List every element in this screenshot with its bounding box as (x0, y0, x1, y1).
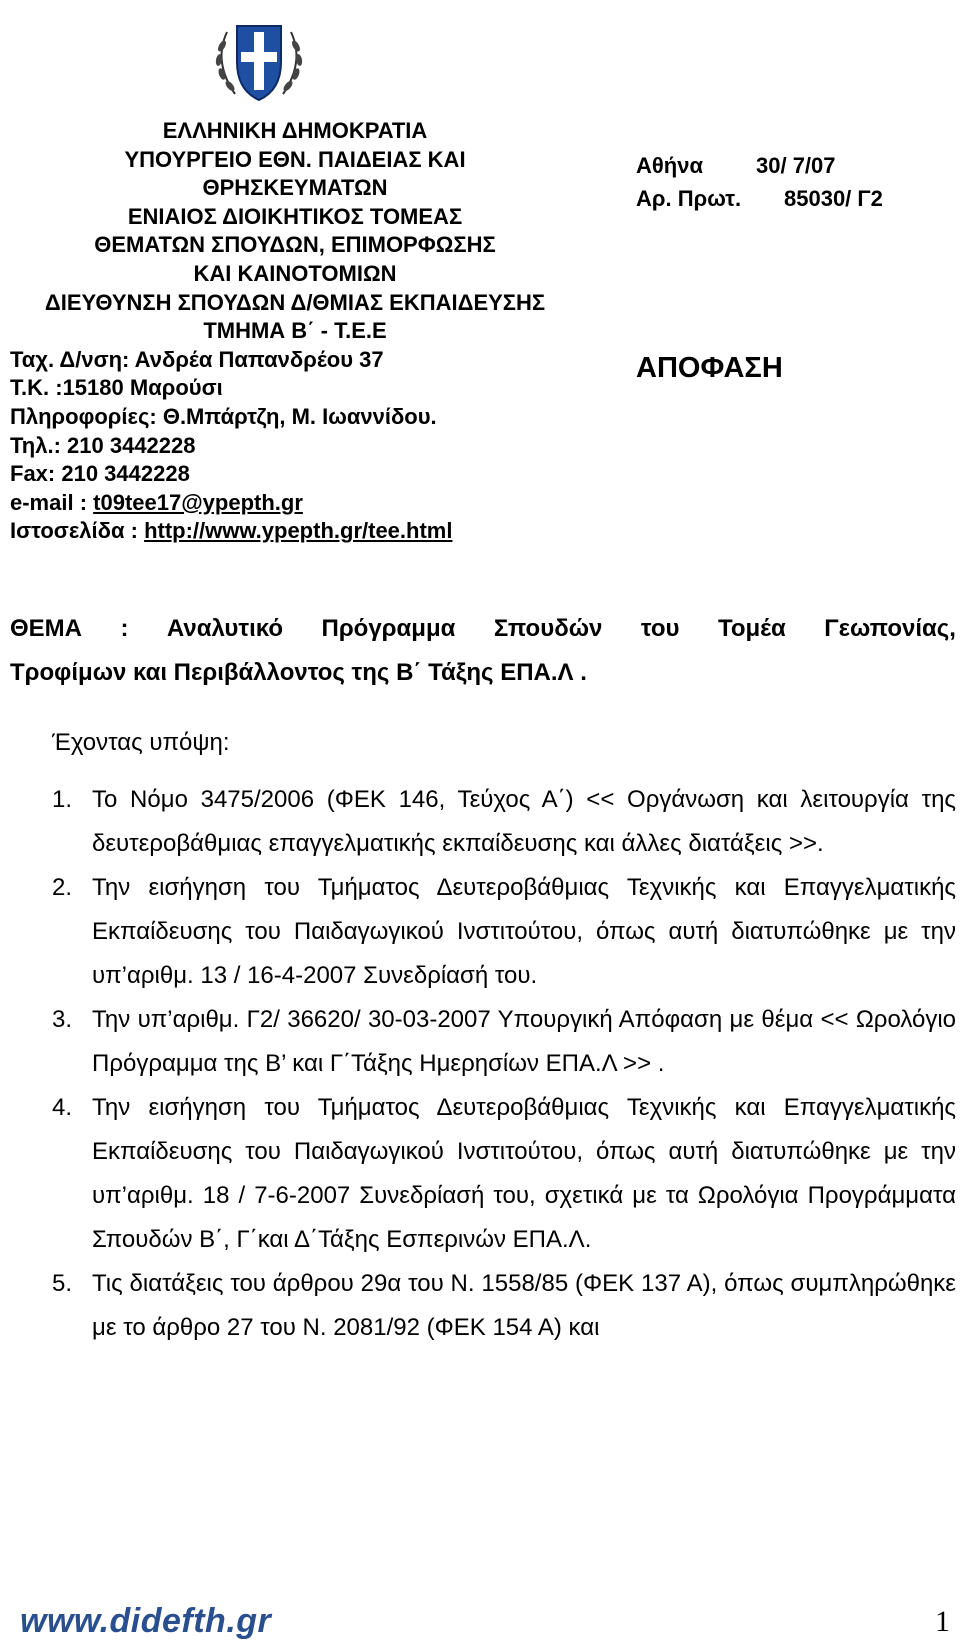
website-link[interactable]: http://www.ypepth.gr/tee.html (144, 518, 453, 544)
logo-text: www.didefth.gr (20, 1602, 272, 1640)
list-item (52, 778, 956, 866)
item-number: 5. (52, 1270, 73, 1297)
item-number: 3. (52, 1006, 73, 1033)
considerations-list (52, 778, 956, 1350)
greek-emblem-icon (205, 12, 313, 110)
date-line (636, 149, 883, 182)
postcode-line: Τ.Κ. :15180 Μαρούσι (10, 375, 223, 401)
header-line: ΔΙΕΥΘΥΝΣΗ ΣΠΟΥΔΩΝ Δ/ΘΜΙΑΣ ΕΚΠΑΙΔΕΥΣΗΣ (44, 289, 546, 315)
fax-line: Fax: 210 3442228 (10, 461, 190, 487)
decision-title: ΑΠΟΦΑΣΗ (636, 352, 783, 384)
subject-line-2: Τροφίμων και Περιβάλλοντος της Β΄ Τάξης ΕΠΑ.Λ . (10, 659, 587, 686)
subject-word: : (120, 615, 129, 642)
list-item (52, 1086, 956, 1262)
website-label: Ιστοσελίδα : (10, 518, 145, 544)
list-item (52, 1262, 956, 1350)
list-item (52, 998, 956, 1086)
site-logo[interactable] (20, 1602, 271, 1641)
subject-word: ΘΕΜΑ (10, 615, 82, 642)
header-line: ΕΛΛΗΝΙΚΗ ΔΗΜΟΚΡΑΤΙΑ (162, 118, 428, 143)
page-number: 1 (935, 1605, 950, 1638)
subject-word: Γεωπονίας, (824, 615, 956, 642)
contact-persons-line: Πληροφορίες: Θ.Μπάρτζη, Μ. Ιωαννίδου. (10, 403, 437, 429)
item-text: Την υπ’αριθμ. Γ2/ 36620/ 30-03-2007 Υπουργική Απόφαση με θέμα << Ωρολόγιο Πρόγραμμα της Β’ και Γ΄Τάξης Ημερησίων ΕΠΑ.Λ >> . (92, 1006, 956, 1077)
list-item (52, 866, 956, 998)
phone-line: Τηλ.: 210 3442228 (10, 432, 196, 458)
email-line (10, 489, 610, 518)
document-meta (636, 149, 883, 215)
item-number: 1. (52, 786, 73, 813)
header-line: ΘΡΗΣΚΕΥΜΑΤΩΝ (202, 175, 388, 201)
header-line: ΚΑΙ ΚΑΙΝΟΤΟΜΙΩΝ (193, 260, 397, 286)
considering-heading: Έχοντας υπόψη: (52, 729, 230, 756)
subject-block (10, 607, 956, 695)
item-number: 2. (52, 874, 73, 901)
issuer-header (10, 117, 610, 546)
header-line: ΘΕΜΑΤΩΝ ΣΠΟΥΔΩΝ, ΕΠΙΜΟΡΦΩΣΗΣ (94, 232, 496, 258)
item-number: 4. (52, 1094, 73, 1121)
item-text: Την εισήγηση του Τμήματος Δευτεροβάθμιας Τεχνικής και Επαγγελματικής Εκπαίδευσης του Παιδαγωγικού Ινστιτούτου, όπως αυτή διατυπώθηκε με την υπ’αριθμ. 18 / 7-6-2007 Συνεδρίασή του, σχετικά με τα Ωρολόγια Προγράμματα Σπουδών Β΄, Γ΄και Δ΄Τάξης Εσπερινών ΕΠΑ.Λ. (92, 1094, 956, 1253)
protocol-value: 85030/ Γ2 (784, 186, 883, 211)
subject-word: Πρόγραμμα (321, 615, 456, 642)
item-text: Τις διατάξεις του άρθρου 29α του Ν. 1558/85 (ΦΕΚ 137 Α), όπως συμπληρώθηκε με το άρθρο 27 του Ν. 2081/92 (ΦΕΚ 154 Α) και (92, 1270, 956, 1341)
email-link[interactable]: t09tee17@ypepth.gr (93, 489, 303, 515)
subject-word: Τομέα (717, 615, 786, 642)
protocol-line (636, 182, 883, 215)
subject-word: του (640, 615, 680, 642)
header-line: ΤΜΗΜΑ Β΄ - Τ.Ε.Ε (203, 318, 387, 344)
address-line: Ταχ. Δ/νση: Ανδρέα Παπανδρέου 37 (10, 346, 384, 372)
website-line (10, 517, 610, 546)
header-line: ΕΝΙΑΙΟΣ ΔΙΟΙΚΗΤΙΚΟΣ ΤΟΜΕΑΣ (127, 203, 463, 229)
subject-word: Σπουδών (493, 615, 603, 642)
header-line: ΥΠΟΥΡΓΕΙΟ ΕΘΝ. ΠΑΙΔΕΙΑΣ ΚΑΙ (124, 146, 466, 172)
email-label: e-mail : (10, 489, 94, 515)
subject-line-1 (10, 607, 956, 651)
subject-word: Αναλυτικό (166, 615, 284, 642)
date-value: 30/ 7/07 (756, 153, 836, 178)
item-text: Την εισήγηση του Τμήματος Δευτεροβάθμιας Τεχνικής και Επαγγελματικής Εκπαίδευσης του Παιδαγωγικού Ινστιτούτου, όπως αυτή διατυπώθηκε με την υπ’αριθμ. 13 / 16-4-2007 Συνεδρίασή του. (92, 874, 956, 989)
place-label: Αθήνα (636, 153, 703, 178)
item-text: Το Νόμο 3475/2006 (ΦΕΚ 146, Τεύχος Α΄) << Οργάνωση και λειτουργία της δευτεροβάθμιας επαγγελματικής εκπαίδευσης και άλλες διατάξεις >>. (92, 786, 956, 857)
protocol-label: Αρ. Πρωτ. (636, 186, 742, 211)
